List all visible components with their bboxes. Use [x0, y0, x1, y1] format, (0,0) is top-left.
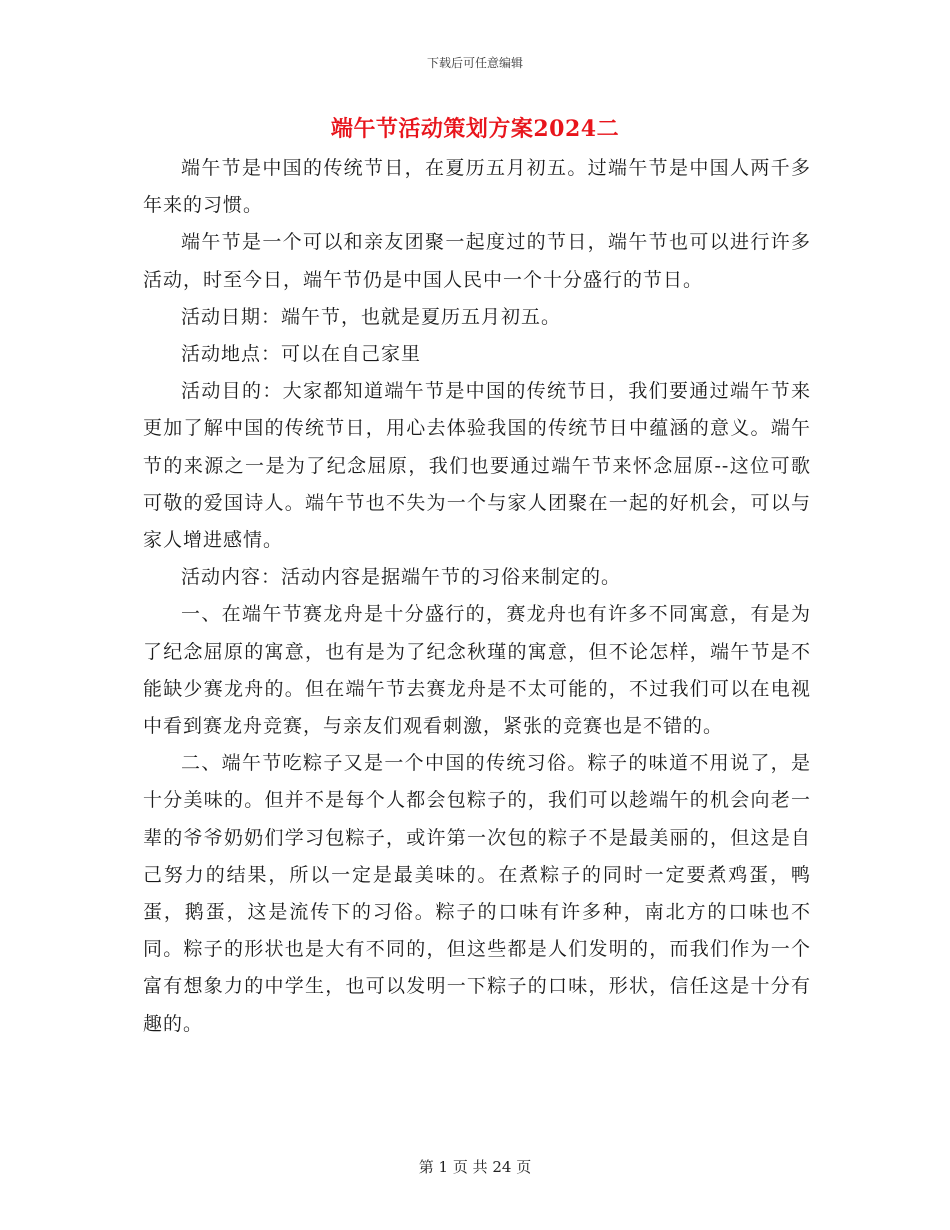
- page-number: 第 1 页 共 24 页: [418, 1158, 532, 1176]
- paragraph-reunion: 端午节是一个可以和亲友团聚一起度过的节日，端午节也可以进行许多活动，时至今日，端午节仍是中国人民中一个十分盛行的节日。: [143, 231, 811, 291]
- paragraph-purpose: 活动目的：大家都知道端午节是中国的传统节日，我们要通过端午节来更加了解中国的传统节日，用心去体验我国的传统节日中蕴涵的意义。端午节的来源之一是为了纪念屈原，我们也要通过端午节来怀念屈原--这位可歌可敬的爱国诗人。端午节也不失为一个与家人团聚在一起的好机会，可以与家人增进感情。: [143, 380, 811, 552]
- paragraph-location: 活动地点：可以在自己家里: [181, 343, 422, 366]
- paragraph-zongzi: 二、端午节吃粽子又是一个中国的传统习俗。粽子的味道不用说了，是十分美味的。但并不是每个人都会包粽子的，我们可以趁端午的机会向老一辈的爷爷奶奶们学习包粽子，或许第一次包的粽子不是最美丽的，但这是自己努力的结果，所以一定是最美味的。在煮粽子的同时一定要煮鸡蛋，鸭蛋，鹅蛋，这是流传下的习俗。粽子的口味有许多种，南北方的口味也不同。粽子的形状也是大有不同的，但这些都是人们发明的，而我们作为一个富有想象力的中学生，也可以发明一下粽子的口味，形状，信任这是十分有趣的。: [143, 752, 811, 1035]
- document-body: [143, 150, 811, 1043]
- paragraph-intro: 端午节是中国的传统节日，在夏历五月初五。过端午节是中国人两千多年来的习惯。: [143, 157, 811, 217]
- paragraph-date: 活动日期：端午节，也就是夏历五月初五。: [181, 305, 562, 328]
- paragraph-content: 活动内容：活动内容是据端午节的习俗来制定的。: [181, 566, 622, 589]
- header-note: 下载后可任意编辑: [426, 56, 523, 70]
- paragraph-dragon-boat: 一、在端午节赛龙舟是十分盛行的，赛龙舟也有许多不同寓意，有是为了纪念屈原的寓意，也有是为了纪念秋瑾的寓意，但不论怎样，端午节是不能缺少赛龙舟的。但在端午节去赛龙舟是不太可能的，不过我们可以在电视中看到赛龙舟竞赛，与亲友们观看刺激，紧张的竞赛也是不错的。: [143, 603, 811, 738]
- document-title: 端午节活动策划方案2024二: [330, 116, 620, 142]
